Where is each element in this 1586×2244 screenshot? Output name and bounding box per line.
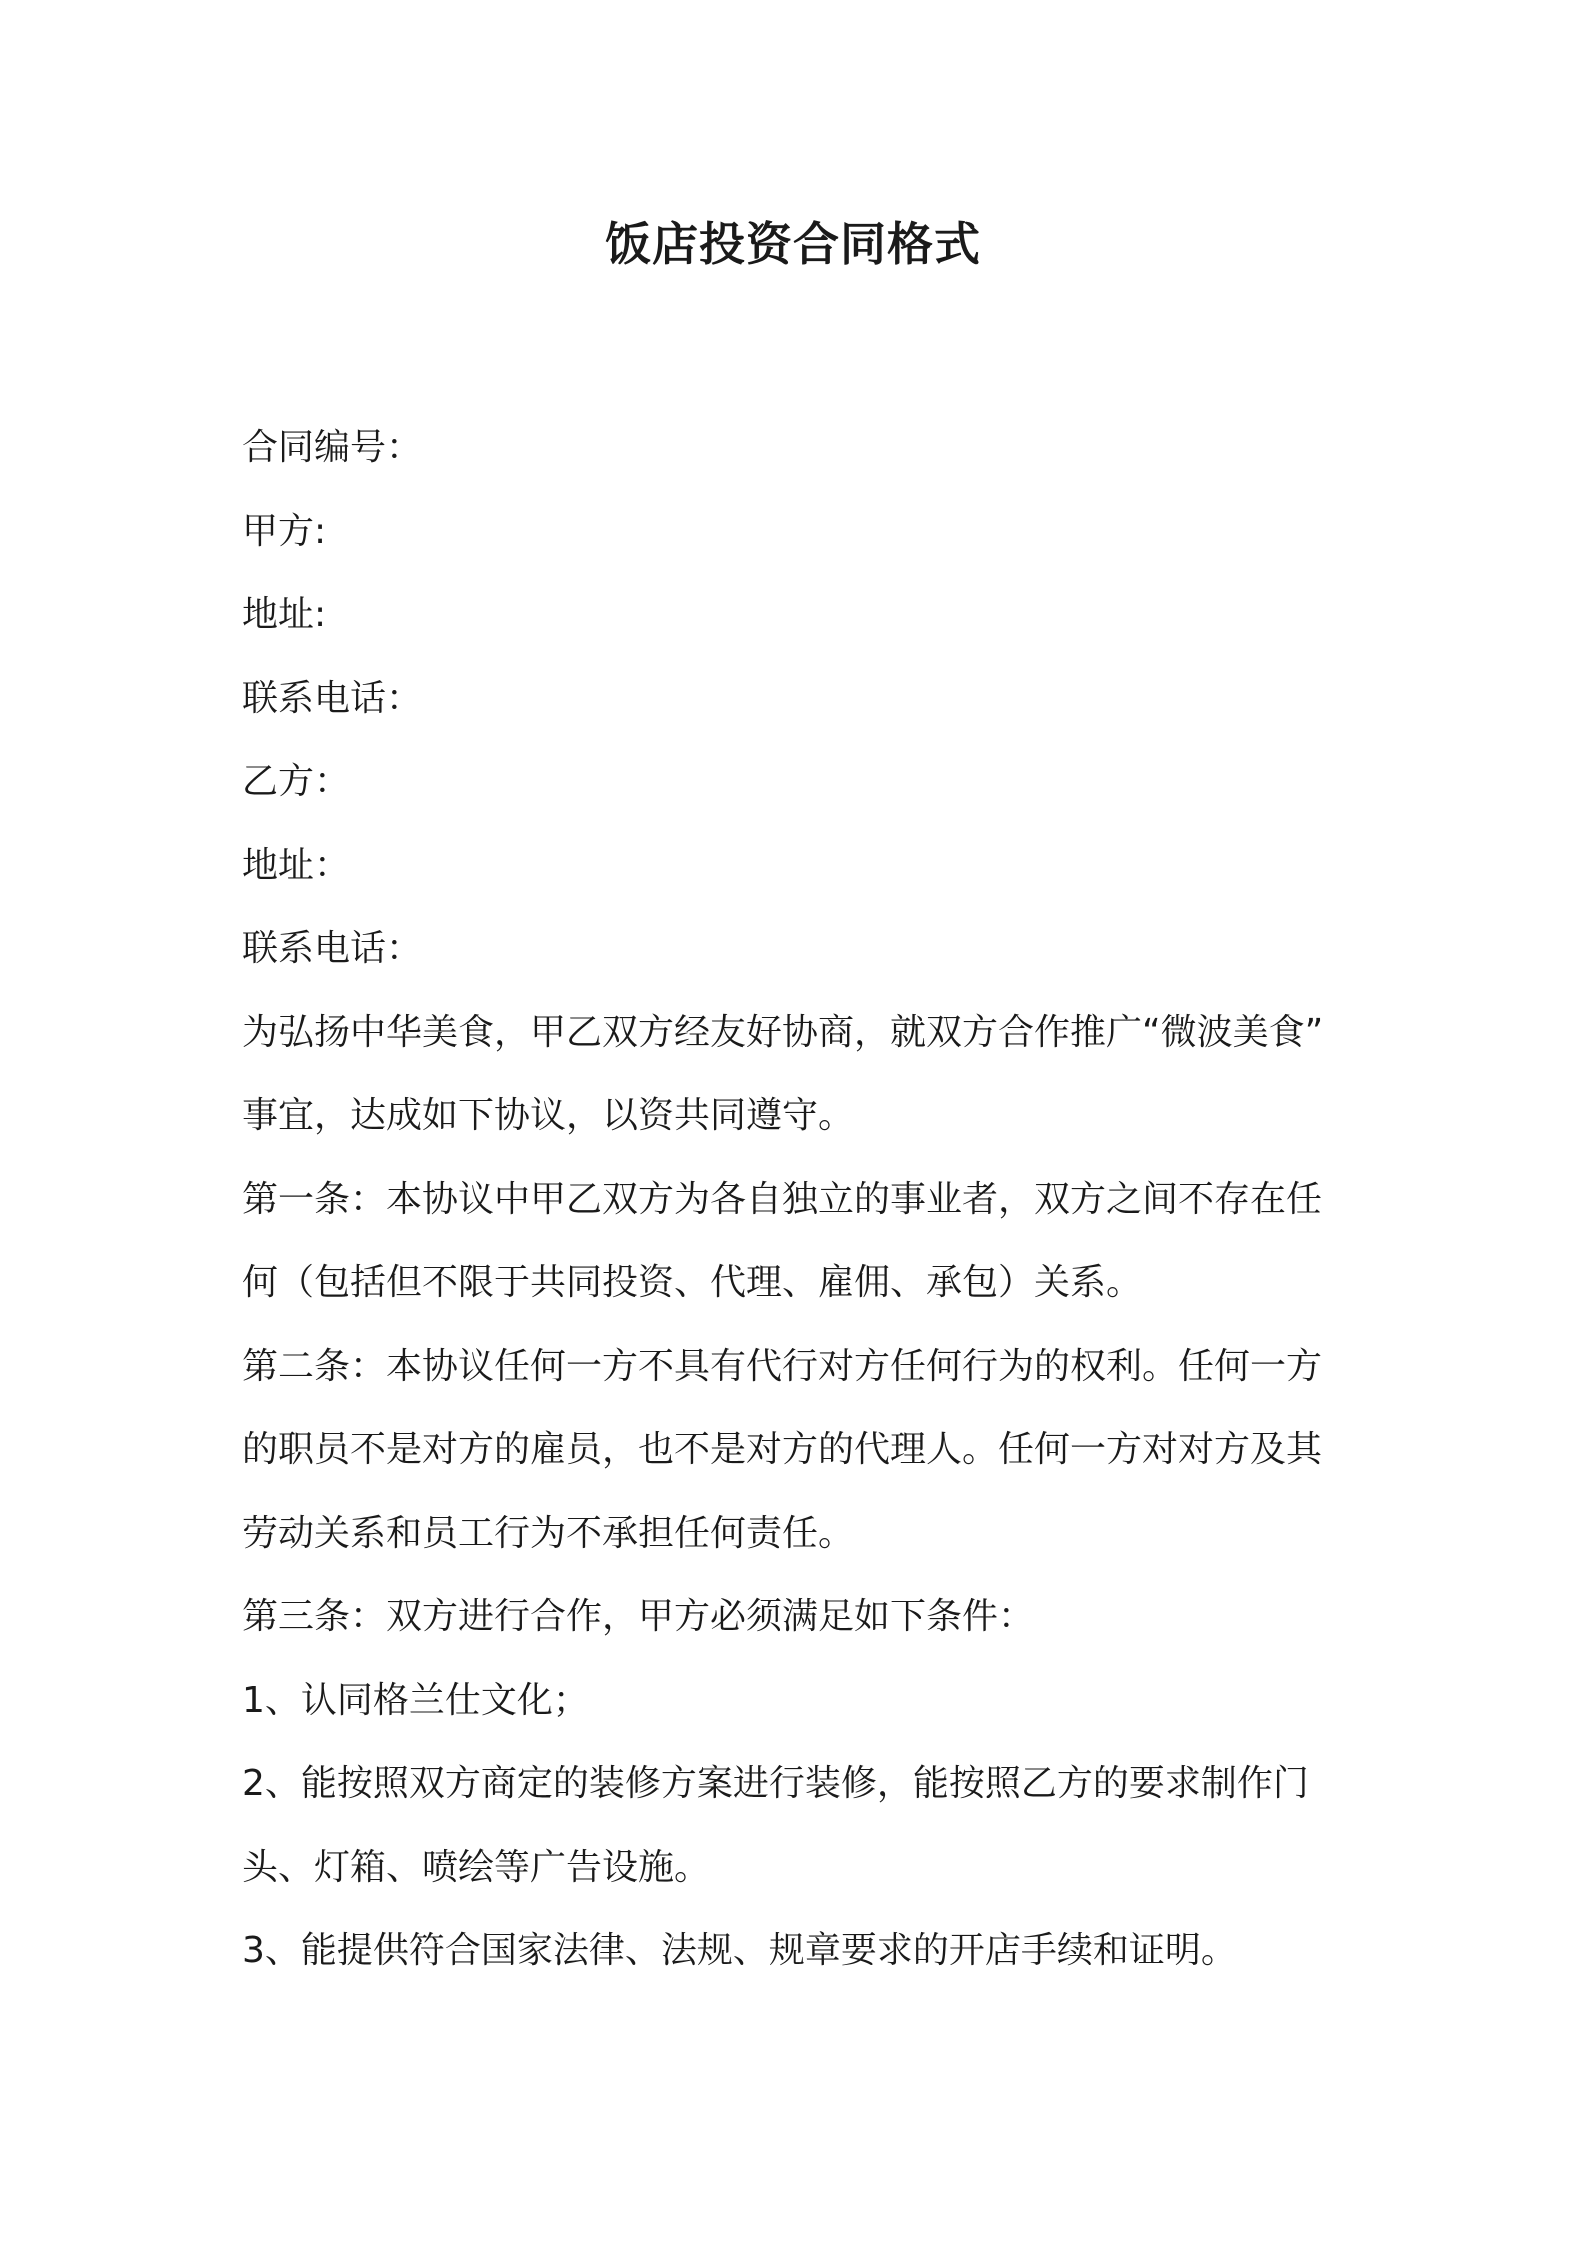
document-title: 饭店投资合同格式: [605, 217, 981, 271]
condition-3-line: 3、能提供符合国家法律、法规、规章要求的开店手续和证明。: [242, 1930, 1237, 1971]
contract-number-line: 合同编号：: [242, 427, 423, 468]
party-b-line: 乙方：: [242, 761, 351, 802]
condition-1-line: 1、认同格兰仕文化；: [242, 1679, 589, 1721]
article-3-line-1: 第三条：双方进行合作，甲方必须满足如下条件：: [242, 1596, 1035, 1637]
article-2-line-1: 第二条：本协议任何一方不具有代行对方任何行为的权利。任何一方: [242, 1345, 1323, 1387]
article-2-line-2: 的职员不是对方的雇员，也不是对方的代理人。任何一方对对方及其: [242, 1429, 1323, 1470]
article-1-line-2: 何（包括但不限于共同投资、代理、雇佣、承包）关系。: [242, 1262, 1143, 1303]
party-a-address-line: 地址:: [242, 594, 327, 635]
preamble-line-2: 事宜，达成如下协议，以资共同遵守。: [242, 1095, 855, 1136]
article-1-line-1: 第一条：本协议中甲乙双方为各自独立的事业者，双方之间不存在任: [242, 1178, 1323, 1220]
condition-2-line-1: 2、能按照双方商定的装修方案进行装修，能按照乙方的要求制作门: [242, 1763, 1309, 1804]
party-b-phone-line: 联系电话：: [242, 928, 423, 969]
party-a-line: 甲方:: [242, 510, 327, 552]
party-a-phone-line: 联系电话：: [242, 677, 423, 719]
article-2-line-3: 劳动关系和员工行为不承担任何责任。: [242, 1512, 855, 1554]
preamble-line-1: 为弘扬中华美食，甲乙双方经友好协商，就双方合作推广“微波美食”: [242, 1011, 1324, 1053]
party-b-address-line: 地址：: [242, 844, 351, 886]
condition-2-line-2: 头、灯箱、喷绘等广告设施。: [242, 1846, 711, 1888]
document-body: [242, 406, 1362, 1993]
